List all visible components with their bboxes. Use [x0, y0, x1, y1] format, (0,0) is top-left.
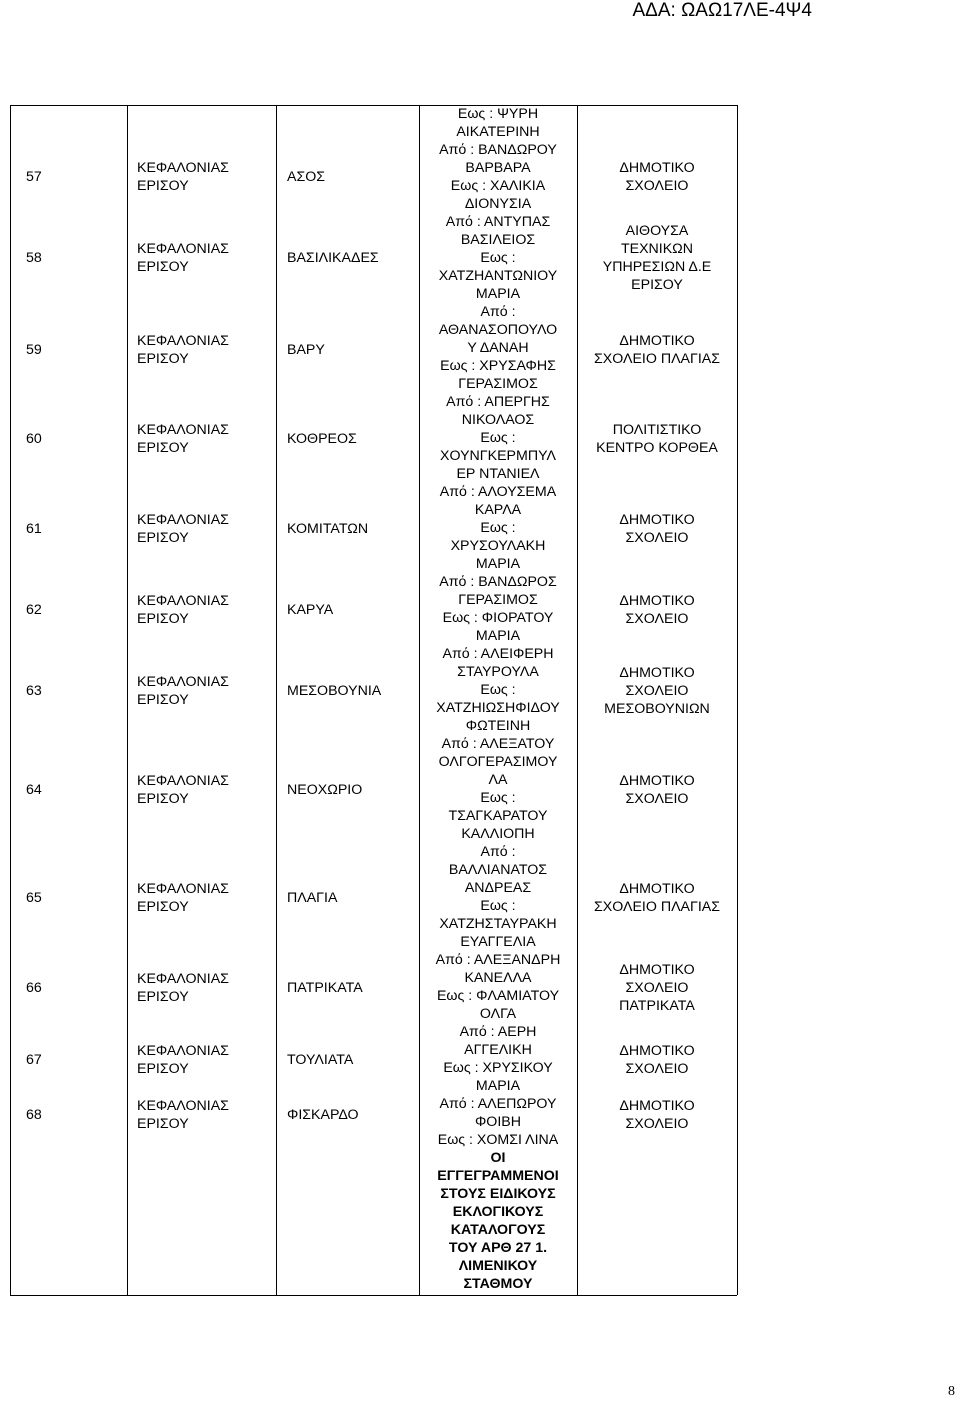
row-number: 64	[26, 782, 42, 798]
row-number: 67	[26, 1052, 42, 1068]
polling-location-line: ΔΗΜΟΤΙΚΟ	[619, 593, 695, 609]
voter-range-line: ΒΑΣΙΛΕΙΟΣ	[460, 232, 536, 248]
row-number: 68	[26, 1107, 42, 1123]
polling-location-line: ΣΧΟΛΕΙΟ	[625, 791, 689, 807]
polling-location-line: ΔΗΜΟΤΙΚΟ	[619, 333, 695, 349]
row-number: 62	[26, 602, 42, 618]
voter-range-line: ΣΤΑΘΜΟΥ	[463, 1276, 533, 1292]
voter-range-line: ΧΡΥΣΟΥΛΑΚΗ	[450, 538, 546, 554]
voter-range-line: ΤΣΑΓΚΑΡΑΤΟΥ	[448, 808, 548, 824]
municipality-line-2: ΕΡΙΣΟΥ	[137, 899, 189, 915]
polling-location-line: ΜΕΣΟΒΟΥΝΙΩΝ	[604, 701, 710, 717]
polling-location-line: ΥΠΗΡΕΣΙΩΝ Δ.Ε	[602, 259, 712, 275]
municipality-line-2: ΕΡΙΣΟΥ	[137, 178, 189, 194]
voter-range-line: Από : ΒΑΝΔΩΡΟΣ	[439, 574, 557, 590]
voter-range-line: ΜΑΡΙΑ	[475, 628, 521, 644]
voter-range-line: ΟΛΓΟΓΕΡΑΣΙΜΟΥ	[438, 754, 558, 770]
voter-range-line: ΟΙ	[490, 1150, 506, 1166]
community-name: ΤΟΥΛΙΑΤΑ	[287, 1052, 354, 1068]
voter-range-line: ΓΕΡΑΣΙΜΟΣ	[458, 376, 538, 392]
polling-location-line: ΣΧΟΛΕΙΟ	[625, 683, 689, 699]
municipality-line-2: ΕΡΙΣΟΥ	[137, 1061, 189, 1077]
voter-range-line: ΣΤΟΥΣ ΕΙΔΙΚΟΥΣ	[440, 1186, 556, 1202]
voter-range-line: Από : ΒΑΝΔΩΡΟΥ	[439, 142, 557, 158]
voter-range-line: ΝΙΚΟΛΑΟΣ	[461, 412, 535, 428]
table-border-right	[737, 105, 738, 1295]
voter-range-line: ΚΑΤΑΛΟΓΟΥΣ	[450, 1222, 546, 1238]
polling-location-line: ΣΧΟΛΕΙΟ	[625, 178, 689, 194]
polling-location-line: ΣΧΟΛΕΙΟ	[625, 1061, 689, 1077]
polling-location-line: ΣΧΟΛΕΙΟ	[625, 1116, 689, 1132]
voter-range-line: Εως :	[480, 682, 516, 698]
voter-range-line: ΑΝΔΡΕΑΣ	[464, 880, 532, 896]
voter-range-line: ΛΑ	[488, 772, 508, 788]
voter-range-line: ΑΘΑΝΑΣΟΠΟΥΛΟ	[438, 322, 558, 338]
voter-range-line: Υ ΔΑΝΑΗ	[467, 340, 529, 356]
voter-range-line: Εως : ΨΥΡΗ	[457, 106, 539, 122]
polling-location-line: ΣΧΟΛΕΙΟ	[625, 980, 689, 996]
municipality-line-1: ΚΕΦΑΛΟΝΙΑΣ	[137, 422, 229, 438]
polling-location-line: ΠΟΛΙΤΙΣΤΙΚΟ	[612, 422, 702, 438]
polling-location-line: ΔΗΜΟΤΙΚΟ	[619, 665, 695, 681]
column-divider	[276, 105, 277, 1295]
column-divider	[127, 105, 128, 1295]
community-name: ΜΕΣΟΒΟΥΝΙΑ	[287, 683, 382, 699]
voter-range-line: ΔΙΟΝΥΣΙΑ	[464, 196, 532, 212]
ada-header: ΑΔΑ: ΩΑΩ17ΛΕ-4Ψ4	[632, 0, 812, 21]
voter-range-line: Εως : ΧΟΜΣΙ ΛΙΝΑ	[437, 1132, 559, 1148]
voter-range-line: Εως :	[480, 430, 516, 446]
voter-range-line: ΦΟΙΒΗ	[474, 1114, 521, 1130]
municipality-line-2: ΕΡΙΣΟΥ	[137, 611, 189, 627]
voter-range-line: Εως : ΧΡΥΣΙΚΟΥ	[443, 1060, 553, 1076]
polling-location-line: ΔΗΜΟΤΙΚΟ	[619, 773, 695, 789]
polling-location-line: ΣΧΟΛΕΙΟ ΠΛΑΓΙΑΣ	[593, 899, 721, 915]
polling-location-line: ΤΕΧΝΙΚΩΝ	[620, 241, 694, 257]
row-number: 66	[26, 980, 42, 996]
polling-location-line: ΑΙΘΟΥΣΑ	[625, 223, 689, 239]
polling-location-line: ΔΗΜΟΤΙΚΟ	[619, 160, 695, 176]
community-name: ΒΑΣΙΛΙΚΑΔΕΣ	[287, 250, 379, 266]
municipality-line-2: ΕΡΙΣΟΥ	[137, 351, 189, 367]
community-name: ΠΛΑΓΙΑ	[287, 890, 338, 906]
municipality-line-2: ΕΡΙΣΟΥ	[137, 530, 189, 546]
voter-range-line: Εως :	[480, 790, 516, 806]
voter-range-line: Εως : ΦΛΑΜΙΑΤΟΥ	[436, 988, 560, 1004]
polling-location-line: ΔΗΜΟΤΙΚΟ	[619, 1098, 695, 1114]
municipality-line-2: ΕΡΙΣΟΥ	[137, 259, 189, 275]
voter-range-line: ΕΡ ΝΤΑΝΙΕΛ	[456, 466, 540, 482]
community-name: ΒΑΡΥ	[287, 342, 325, 358]
voter-range-line: ΧΑΤΖΗΙΩΣΗΦΙΔΟΥ	[436, 700, 560, 716]
voter-range-line: Από :	[480, 304, 516, 320]
community-name: ΦΙΣΚΑΡΔΟ	[287, 1107, 359, 1123]
municipality-line-2: ΕΡΙΣΟΥ	[137, 692, 189, 708]
municipality-line-1: ΚΕΦΑΛΟΝΙΑΣ	[137, 1098, 229, 1114]
polling-location-line: ΠΑΤΡΙΚΑΤΑ	[619, 998, 695, 1014]
community-name: ΚΟΜΙΤΑΤΩΝ	[287, 521, 369, 537]
municipality-line-1: ΚΕΦΑΛΟΝΙΑΣ	[137, 593, 229, 609]
community-name: ΠΑΤΡΙΚΑΤΑ	[287, 980, 363, 996]
polling-location-line: ΔΗΜΟΤΙΚΟ	[619, 1043, 695, 1059]
voter-range-line: Από : ΑΠΕΡΓΗΣ	[446, 394, 550, 410]
municipality-line-1: ΚΕΦΑΛΟΝΙΑΣ	[137, 160, 229, 176]
voter-range-line: Από : ΑΛΕΠΩΡΟΥ	[439, 1096, 557, 1112]
municipality-line-1: ΚΕΦΑΛΟΝΙΑΣ	[137, 674, 229, 690]
community-name: ΝΕΟΧΩΡΙΟ	[287, 782, 363, 798]
municipality-line-1: ΚΕΦΑΛΟΝΙΑΣ	[137, 971, 229, 987]
municipality-line-2: ΕΡΙΣΟΥ	[137, 440, 189, 456]
voter-range-line: Εως : ΦΙΟΡΑΤΟΥ	[442, 610, 554, 626]
table-border-bottom	[10, 1295, 737, 1296]
polling-location-line: ΔΗΜΟΤΙΚΟ	[619, 881, 695, 897]
row-number: 57	[26, 169, 42, 185]
voter-range-line: ΜΑΡΙΑ	[475, 286, 521, 302]
municipality-line-1: ΚΕΦΑΛΟΝΙΑΣ	[137, 333, 229, 349]
voter-range-line: ΚΑΡΛΑ	[474, 502, 522, 518]
voter-range-line: Από :	[480, 844, 516, 860]
polling-location-line: ΚΕΝΤΡΟ ΚΟΡΘΕΑ	[596, 440, 718, 456]
voter-range-line: ΟΛΓΑ	[479, 1006, 517, 1022]
municipality-line-2: ΕΡΙΣΟΥ	[137, 1116, 189, 1132]
polling-location-line: ΣΧΟΛΕΙΟ ΠΛΑΓΙΑΣ	[593, 351, 721, 367]
polling-location-line: ΔΗΜΟΤΙΚΟ	[619, 512, 695, 528]
voter-range-line: Από : ΑΛΕΙΦΕΡΗ	[442, 646, 554, 662]
community-name: ΑΣΟΣ	[287, 169, 326, 185]
municipality-line-2: ΕΡΙΣΟΥ	[137, 989, 189, 1005]
voter-range-line: ΕΥΑΓΓΕΛΙΑ	[460, 934, 536, 950]
municipality-line-1: ΚΕΦΑΛΟΝΙΑΣ	[137, 773, 229, 789]
voter-range-line: ΕΚΛΟΓΙΚΟΥΣ	[452, 1204, 544, 1220]
municipality-line-2: ΕΡΙΣΟΥ	[137, 791, 189, 807]
voter-range-line: ΧΟΥΝΓΚΕΡΜΠΥΛ	[440, 448, 556, 464]
polling-location-line: ΕΡΙΣΟΥ	[631, 277, 683, 293]
voter-range-line: ΚΑΛΛΙΟΠΗ	[461, 826, 535, 842]
voter-range-line: Από : ΑΝΤΥΠΑΣ	[445, 214, 551, 230]
voter-range-line: Εως :	[480, 520, 516, 536]
municipality-line-1: ΚΕΦΑΛΟΝΙΑΣ	[137, 881, 229, 897]
voter-range-line: ΓΕΡΑΣΙΜΟΣ	[458, 592, 538, 608]
table-border-left	[10, 105, 11, 1295]
voter-range-line: Από : ΑΛΟΥΣΕΜΑ	[439, 484, 557, 500]
community-name: ΚΟΘΡΕΟΣ	[287, 431, 357, 447]
municipality-line-1: ΚΕΦΑΛΟΝΙΑΣ	[137, 512, 229, 528]
voter-range-line: Εως : ΧΑΛΙΚΙΑ	[450, 178, 546, 194]
polling-location-line: ΣΧΟΛΕΙΟ	[625, 530, 689, 546]
municipality-line-1: ΚΕΦΑΛΟΝΙΑΣ	[137, 1043, 229, 1059]
voter-range-line: ΛΙΜΕΝΙΚΟΥ	[458, 1258, 538, 1274]
voter-range-line: Από : ΑΛΕΞΑΤΟΥ	[441, 736, 555, 752]
voter-range-line: ΣΤΑΥΡΟΥΛΑ	[457, 664, 539, 680]
row-number: 58	[26, 250, 42, 266]
voter-range-line: ΒΑΛΛΙΑΝΑΤΟΣ	[448, 862, 548, 878]
voter-range-line: ΦΩΤΕΙΝΗ	[465, 718, 531, 734]
table-border-top	[10, 105, 737, 106]
row-number: 65	[26, 890, 42, 906]
voter-range-line: ΧΑΤΖΗΣΤΑΥΡΑΚΗ	[439, 916, 557, 932]
voter-range-line: Από : ΑΕΡΗ	[459, 1024, 537, 1040]
voter-range-line: Εως : ΧΡΥΣΑΦΗΣ	[440, 358, 556, 374]
polling-location-line: ΣΧΟΛΕΙΟ	[625, 611, 689, 627]
voter-range-line: Εως :	[480, 250, 516, 266]
names-column	[419, 105, 577, 1293]
voter-range-line: Εως :	[480, 898, 516, 914]
row-number: 61	[26, 521, 42, 537]
row-number: 59	[26, 342, 42, 358]
voter-range-line: ΤΟΥ ΑΡΘ 27 1.	[448, 1240, 548, 1256]
row-number: 63	[26, 683, 42, 699]
municipality-line-1: ΚΕΦΑΛΟΝΙΑΣ	[137, 241, 229, 257]
voter-range-line: Από : ΑΛΕΞΑΝΔΡΗ	[435, 952, 561, 968]
voter-range-line: ΒΑΡΒΑΡΑ	[465, 160, 531, 176]
voter-range-line: ΜΑΡΙΑ	[475, 556, 521, 572]
voter-range-line: ΑΓΓΕΛΙΚΗ	[464, 1042, 532, 1058]
polling-location-line: ΔΗΜΟΤΙΚΟ	[619, 962, 695, 978]
community-name: ΚΑΡΥΑ	[287, 602, 334, 618]
voter-range-line: ΚΑΝΕΛΛΑ	[464, 970, 532, 986]
voter-range-line: ΧΑΤΖΗΑΝΤΩΝΙΟΥ	[438, 268, 558, 284]
row-number: 60	[26, 431, 42, 447]
voter-range-line: ΜΑΡΙΑ	[475, 1078, 521, 1094]
voter-range-line: ΕΓΓΕΓΡΑΜΜΕΝΟΙ	[437, 1168, 559, 1184]
voter-range-line: ΑΙΚΑΤΕΡΙΝΗ	[456, 124, 540, 140]
page-number: 8	[948, 1384, 955, 1399]
